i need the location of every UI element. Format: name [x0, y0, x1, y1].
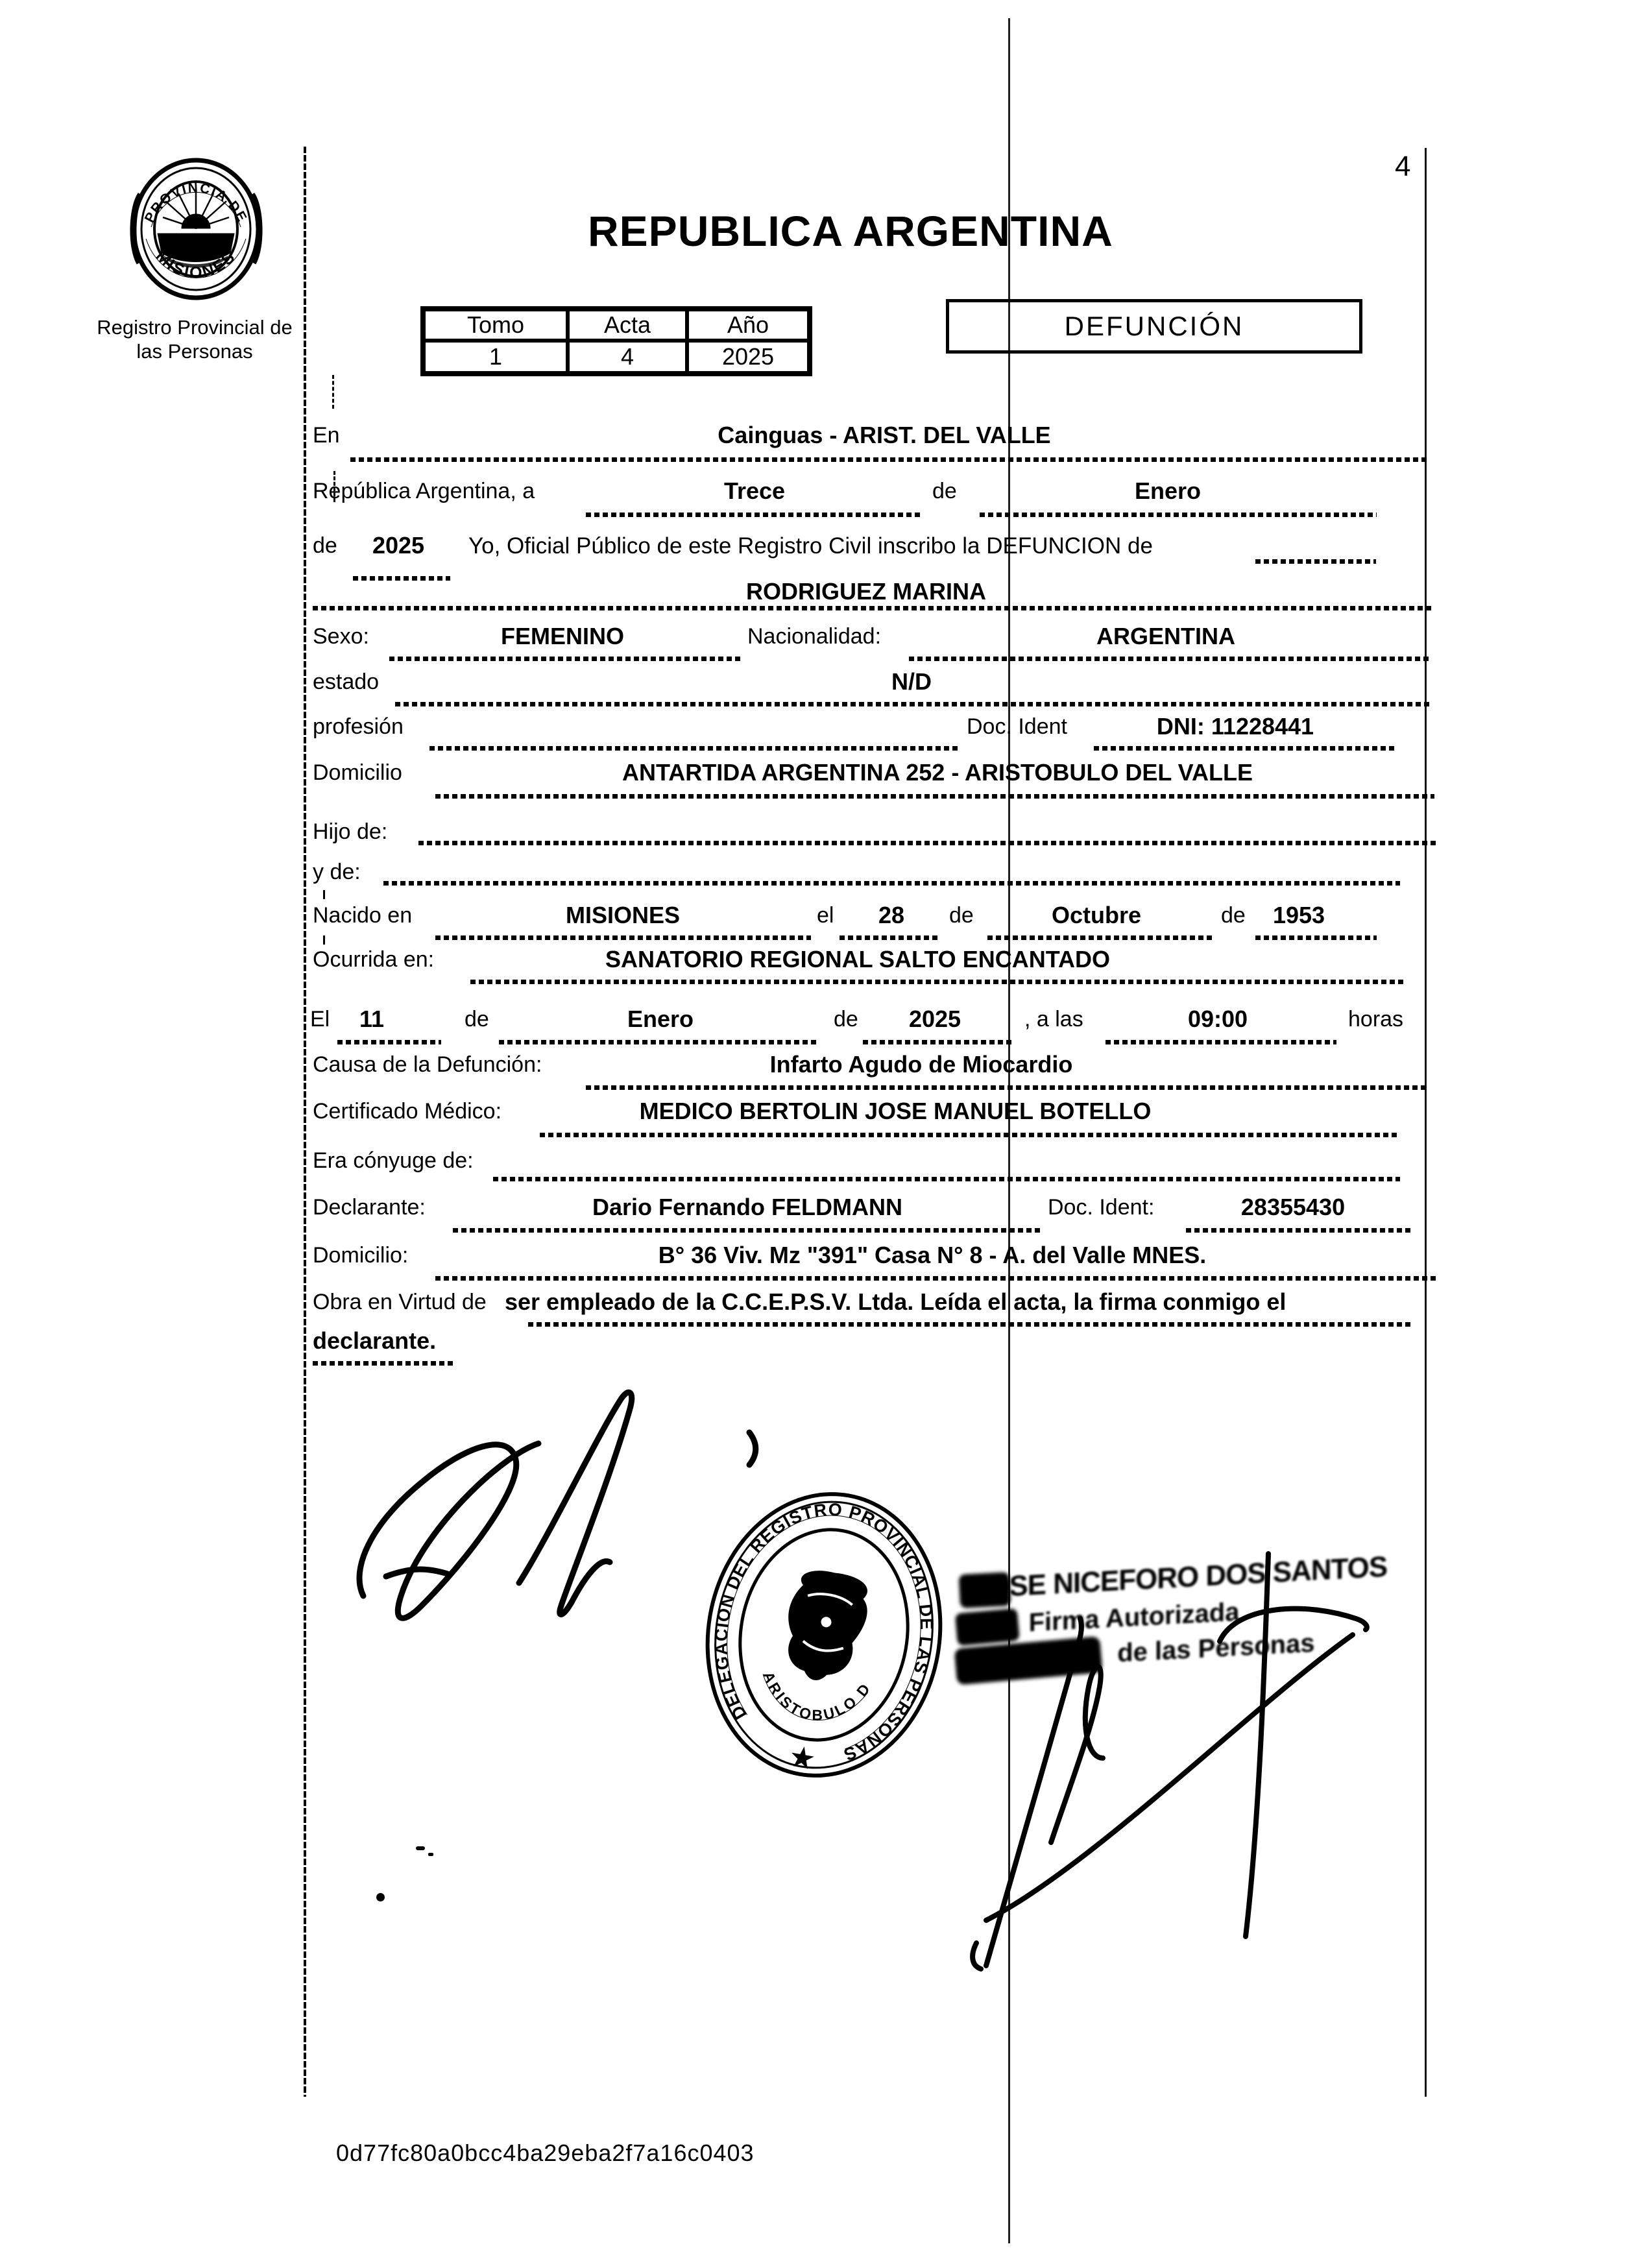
province-seal-graphic: [127, 156, 266, 311]
signature-stroke: [1051, 1667, 1103, 1842]
acta-val-tomo: 1: [424, 341, 568, 373]
death-month-value: Enero: [627, 1006, 694, 1032]
dotted-line: [1186, 1228, 1412, 1233]
seal-sun: [182, 214, 210, 228]
nacido-en-label: Nacido en: [313, 903, 413, 928]
stamp-ring-text: DELEGACION DEL REGISTRO PROVINCIAL DE LAS PERSONAS: [711, 1499, 937, 1765]
certificado-value: MEDICO BERTOLIN JOSE MANUEL BOTELLO: [639, 1098, 1152, 1124]
right-border-line: [1425, 148, 1427, 2097]
dotted-line: [1105, 1040, 1336, 1044]
left-border-line: [304, 147, 306, 2097]
profesion-label: profesión: [313, 714, 404, 739]
birth-day-value: 28: [878, 902, 905, 928]
dotted-line: [528, 1322, 1412, 1327]
republica-label: República Argentina, a: [313, 479, 535, 503]
signature-stroke: [749, 1432, 756, 1465]
certificado-label: Certificado Médico:: [313, 1099, 502, 1124]
acta-col-tomo: Tomo: [424, 309, 568, 341]
signature-stroke: [386, 1569, 448, 1576]
dotted-line: [540, 1133, 1400, 1137]
declarante-dni-value: 28355430: [1240, 1194, 1346, 1220]
registration-year-value: 2025: [372, 532, 425, 559]
dotted-line: [389, 657, 742, 661]
dotted-line: [1255, 935, 1377, 940]
de-label: de: [932, 479, 957, 503]
de-label: de: [313, 533, 337, 558]
horas-label: horas: [1348, 1007, 1404, 1031]
ocurrida-label: Ocurrida en:: [313, 947, 435, 972]
de-label: de: [1221, 903, 1246, 928]
signature-stroke: [1220, 1609, 1367, 1641]
dotted-line: [395, 702, 1432, 706]
registry-caption-line1: Registro Provincial de: [97, 316, 293, 339]
registration-month-value: Enero: [1134, 477, 1202, 504]
oficial-publico-text: Yo, Oficial Público de este Registro Civil inscribo la DEFUNCION de: [468, 533, 1153, 559]
dotted-line: [987, 935, 1215, 940]
scan-speck: [376, 1893, 385, 1901]
scan-speck: [416, 1846, 425, 1850]
death-place-value: SANATORIO REGIONAL SALTO ENCANTADO: [605, 946, 1111, 972]
dotted-line: [499, 1040, 817, 1044]
registration-day-word: Trece: [723, 477, 786, 504]
estado-value: N/D: [891, 668, 932, 695]
domicilio1-label: Domicilio: [313, 760, 402, 785]
birth-year-value: 1953: [1272, 902, 1325, 928]
dotted-line: [337, 1040, 441, 1044]
scan-mark: [323, 890, 325, 899]
nacionalidad-label: Nacionalidad:: [747, 624, 882, 649]
dni-value: DNI: 11228441: [1156, 713, 1314, 740]
domicilio2-label: Domicilio:: [313, 1243, 409, 1268]
auth-stamp-org: de las Personas: [1117, 1628, 1315, 1668]
seal-ring-top-text: PROVINCIA DE: [141, 180, 250, 225]
a-las-label: , a las: [1024, 1007, 1083, 1031]
dotted-line: [435, 1276, 1437, 1281]
dotted-line: [353, 576, 450, 581]
scan-mark: [323, 935, 325, 945]
official-signature: [941, 1453, 1395, 1972]
stamp-star-icon: ★: [786, 1738, 819, 1777]
estado-label: estado: [313, 670, 380, 694]
death-day-value: 11: [359, 1006, 385, 1032]
de-label: de: [465, 1007, 489, 1031]
de-label: de: [949, 903, 974, 928]
doc-ident2-label: Doc. Ident:: [1048, 1195, 1155, 1220]
seal-ring-bottom-text: MISIONES: [152, 247, 240, 282]
acta-val-acta: 4: [568, 341, 687, 373]
dotted-line: [470, 980, 1406, 984]
hijo-de-label: Hijo de:: [313, 819, 388, 844]
el2-label: El: [310, 1007, 330, 1031]
nacionalidad-value: ARGENTINA: [1096, 623, 1235, 649]
registry-caption-line2: las Personas: [136, 340, 253, 363]
dotted-line: [863, 1040, 1013, 1044]
birth-month-value: Octubre: [1051, 902, 1142, 928]
dotted-line: [429, 746, 961, 751]
dotted-line: [418, 841, 1437, 845]
death-year-value: 2025: [908, 1006, 961, 1032]
signature-stroke: [973, 1943, 981, 1969]
auth-stamp-role: Firma Autorizada: [1028, 1597, 1240, 1637]
dotted-line: [435, 794, 1434, 799]
de-label: de: [834, 1007, 858, 1031]
dotted-line: [453, 1228, 1042, 1233]
causa-value: Infarto Agudo de Miocardio: [769, 1051, 1073, 1078]
y-de-label: y de:: [313, 860, 361, 884]
signature-stroke: [359, 1443, 538, 1618]
obra-value: ser empleado de la C.C.E.P.S.V. Ltda. Leída el acta, la firma conmigo el: [505, 1288, 1287, 1315]
dotted-line: [313, 606, 1432, 610]
el-label: el: [817, 903, 834, 928]
acta-table: [420, 306, 812, 376]
dotted-line: [840, 935, 938, 940]
en-label: En: [313, 423, 340, 448]
dotted-line: [435, 935, 811, 940]
birth-place-value: MISIONES: [565, 902, 681, 928]
dotted-line: [383, 881, 1400, 886]
obra-label: Obra en Virtud de: [313, 1290, 487, 1314]
dotted-line: [980, 513, 1377, 517]
act-type-box: DEFUNCIÓN: [946, 299, 1362, 354]
causa-label: Causa de la Defunción:: [313, 1052, 542, 1077]
dotted-line: [350, 457, 1429, 462]
dotted-line: [909, 657, 1432, 661]
place-of-registration-value: Cainguas - ARIST. DEL VALLE: [718, 422, 1051, 448]
sexo-value: FEMENINO: [500, 623, 625, 649]
scan-speck: [428, 1853, 433, 1856]
declarante-label: Declarante:: [313, 1195, 426, 1220]
document-title: REPUBLICA ARGENTINA: [588, 207, 1113, 255]
dotted-line: [586, 1085, 1429, 1090]
document-hash: 0d77fc80a0bcc4ba29eba2f7a16c0403: [336, 2140, 755, 2166]
deceased-name-value: RODRIGUEZ MARINA: [746, 578, 986, 605]
dotted-line: [1094, 746, 1394, 751]
declarante-value: Dario Fernando FELDMANN: [592, 1194, 903, 1220]
acta-col-anio: Año: [687, 309, 809, 341]
auth-stamp-name: JOSE NICEFORO DOS SANTOS: [972, 1550, 1388, 1605]
round-delegation-stamp: [673, 1448, 975, 1807]
page-number: 4: [1395, 151, 1411, 182]
scan-mark: [332, 375, 334, 409]
domicilio2-value: B° 36 Viv. Mz "391" Casa N° 8 - A. del Valle MNES.: [658, 1242, 1207, 1268]
conyuge-label: Era cónyuge de:: [313, 1148, 474, 1173]
signature-stroke: [519, 1392, 632, 1614]
dotted-line: [1255, 559, 1376, 564]
dotted-line: [313, 1361, 453, 1366]
acta-col-acta: Acta: [568, 309, 687, 341]
death-time-value: 09:00: [1187, 1006, 1248, 1032]
domicilio1-value: ANTARTIDA ARGENTINA 252 - ARISTOBULO DEL VALLE: [622, 759, 1253, 786]
sexo-label: Sexo:: [313, 624, 369, 649]
dotted-line: [493, 1177, 1400, 1181]
stamp-inner-text: ARISTOBULO DEL VALLE: [719, 1448, 873, 1724]
obra-value2: declarante.: [313, 1327, 437, 1354]
doc-ident-label: Doc. Ident: [967, 714, 1067, 739]
dotted-line: [586, 513, 923, 517]
acta-val-anio: 2025: [687, 341, 809, 373]
